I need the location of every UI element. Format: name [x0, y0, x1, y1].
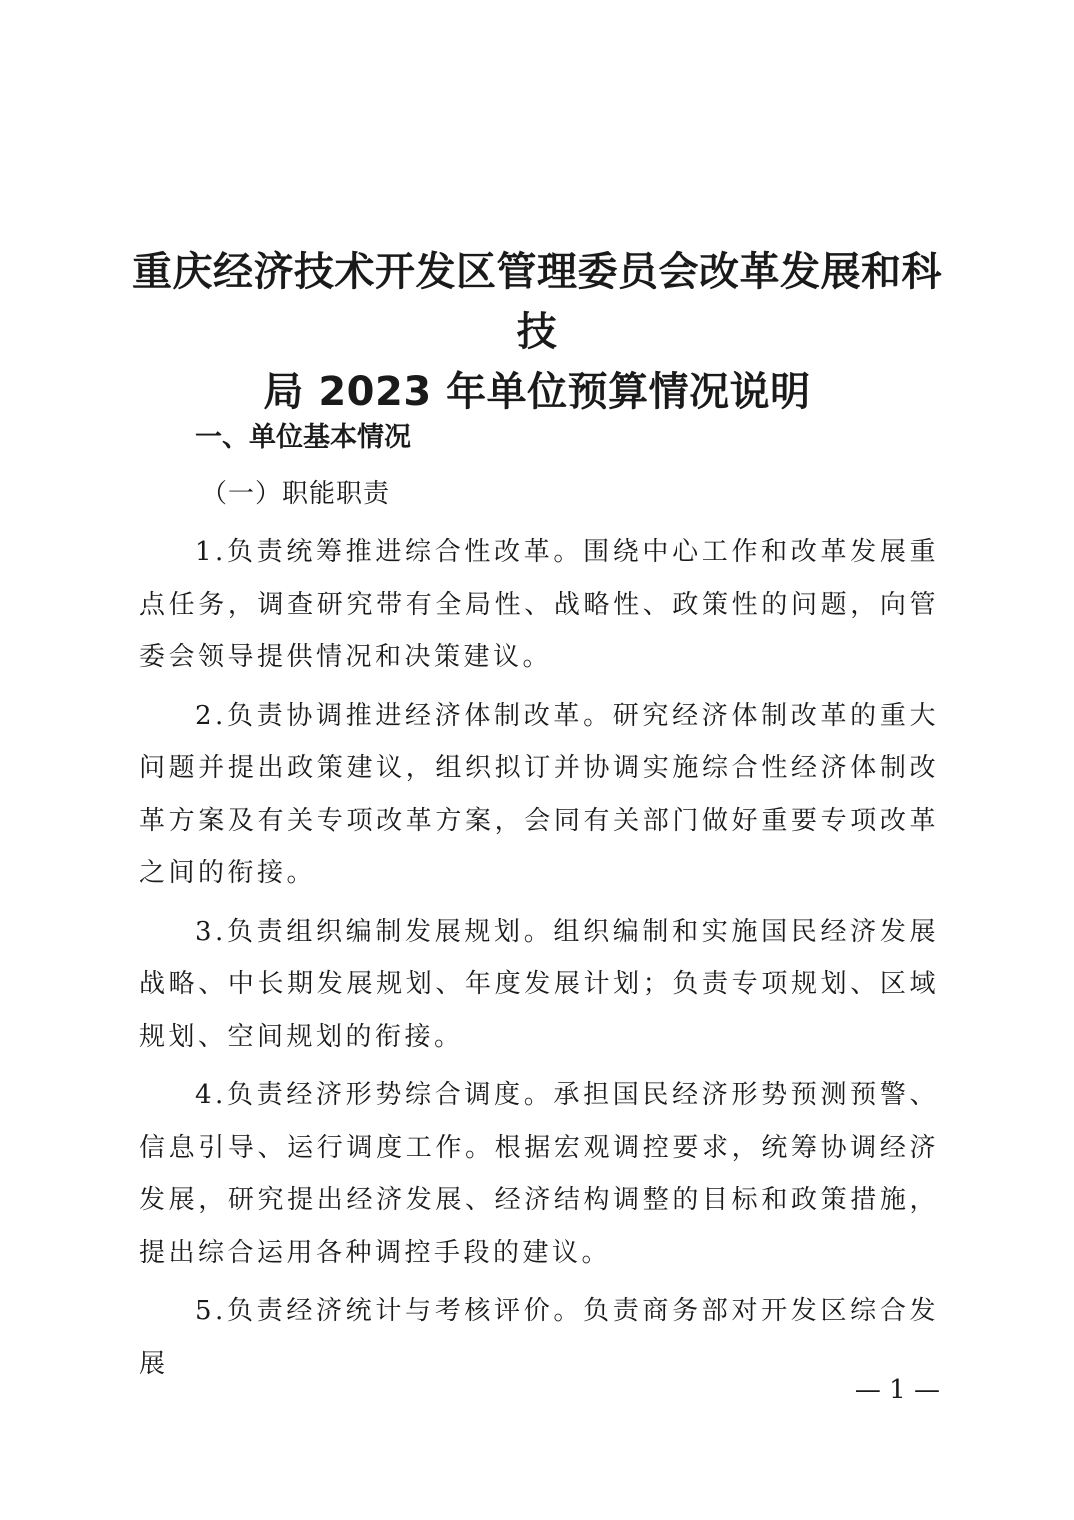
- document-body: [139, 410, 939, 1396]
- paragraph-4: 4.负责经济形势综合调度。承担国民经济形势预测预警、信息引导、运行调度工作。根据宏观调控要求，统筹协调经济发展，研究提出经济发展、经济结构调整的目标和政策措施，提出综合运用各种调控手段的建议。: [139, 1080, 939, 1268]
- subsection-heading: （一）职能职责: [201, 479, 391, 509]
- document-title: [120, 242, 954, 422]
- paragraph-3: 3.负责组织编制发展规划。组织编制和实施国民经济发展战略、中长期发展规划、年度发展计划；负责专项规划、区域规划、空间规划的衔接。: [139, 916, 939, 1052]
- paragraph-2: 2.负责协调推进经济体制改革。研究经济体制改革的重大问题并提出政策建议，组织拟订并协调实施综合性经济体制改革方案及有关专项改革方案，会同有关部门做好重要专项改革之间的衔接。: [139, 700, 939, 888]
- paragraph-5: 5.负责经济统计与考核评价。负责商务部对开发区综合发展: [139, 1296, 939, 1379]
- document-title-line-2: 局 2023 年单位预算情况说明: [263, 369, 811, 415]
- document-title-line-1: 重庆经济技术开发区管理委员会改革发展和科技: [132, 249, 942, 355]
- paragraph-1: 1.负责统筹推进综合性改革。围绕中心工作和改革发展重点任务，调查研究带有全局性、战略性、政策性的问题，向管委会领导提供情况和决策建议。: [139, 537, 939, 672]
- page-number: — 1 —: [854, 1375, 940, 1405]
- section-heading: 一、单位基本情况: [195, 422, 411, 453]
